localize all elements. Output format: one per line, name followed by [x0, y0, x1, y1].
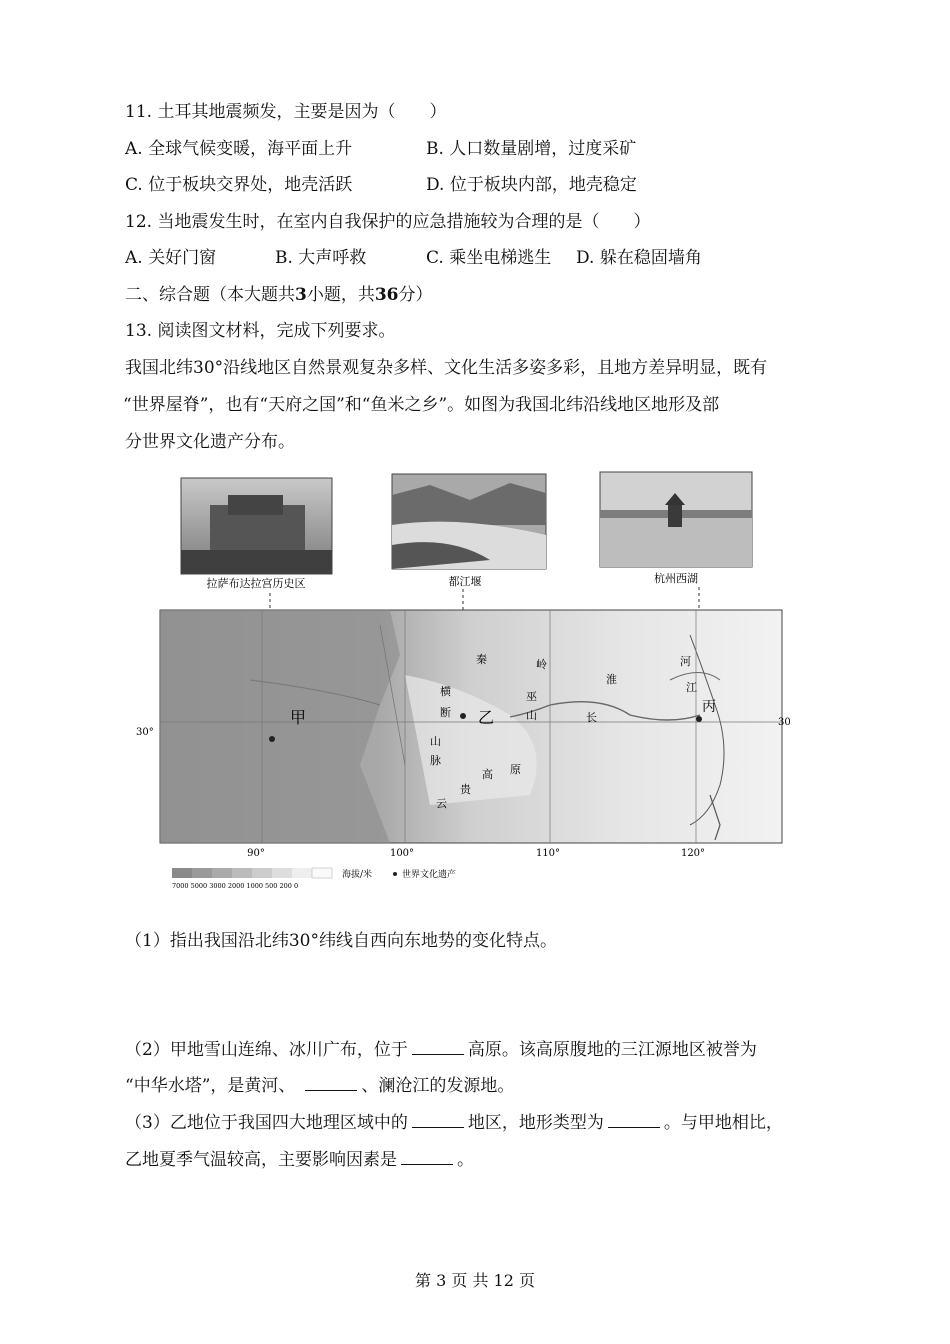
q11-option-c: C. 位于板块交界处，地壳活跃 — [125, 175, 353, 195]
q13-sub3-line1 — [125, 1111, 783, 1135]
lon-label-120: 120° — [680, 848, 706, 859]
heritage-dot-bing — [696, 716, 702, 722]
q13-sub2-line2 — [125, 1074, 514, 1098]
photo-dujiangyan-caption: 都江堰 — [448, 575, 482, 588]
q13-sub3-text-d: 乙地夏季气温较高，主要影响因素是 — [125, 1150, 397, 1170]
map-figure — [130, 465, 800, 890]
geo-jiang: 江 — [686, 681, 697, 694]
geo-mai: 脉 — [430, 754, 441, 767]
q13-sub3-text-b: 地区，地形类型为 — [467, 1113, 604, 1133]
section-heading-mid: 小题，共 — [306, 285, 375, 305]
footer-total-pages: 12 — [493, 1271, 514, 1290]
legend-heritage-dot — [393, 872, 397, 876]
lon-label-100: 100° — [389, 848, 415, 859]
q13-sub2-text-c: “中华水塔”，是黄河、 — [125, 1076, 296, 1096]
label-bing: 丙 — [702, 699, 716, 715]
q13-intro-line3: 分世界文化遗产分布。 — [125, 432, 295, 452]
q12-option-b: B. 大声呼救 — [275, 248, 367, 268]
terrain-map — [160, 610, 782, 843]
legend-heritage: 世界文化遗产 — [402, 870, 457, 880]
q13-sub3-line2 — [125, 1148, 474, 1172]
footer-page-number: 3 — [436, 1271, 447, 1290]
q13-sub2-text-a: （2）甲地雪山连绵、冰川广布，位于 — [125, 1040, 408, 1060]
q12-option-d: D. 躲在稳固墙角 — [576, 248, 702, 268]
geo-heng: 横 — [440, 685, 451, 698]
q13-sub3-text-a: （3）乙地位于我国四大地理区域中的 — [125, 1113, 408, 1133]
geo-huai: 淮 — [606, 673, 617, 686]
q12-option-a: A. 关好门窗 — [125, 248, 217, 268]
answer-blank-terrain[interactable] — [608, 1113, 660, 1128]
geo-he: 河 — [680, 655, 691, 668]
answer-blank-region[interactable] — [412, 1113, 464, 1128]
answer-blank-factor[interactable] — [401, 1150, 453, 1165]
heritage-dot-jia — [269, 736, 275, 742]
label-yi: 乙 — [478, 708, 495, 727]
geo-yuan: 原 — [510, 763, 521, 776]
legend-values: 7000 5000 3000 2000 1000 500 200 0 — [172, 882, 299, 890]
lon-label-110: 110° — [535, 848, 561, 859]
geo-wushan: 山 — [526, 709, 537, 722]
q13-intro-line1: 我国北纬30°沿线地区自然景观复杂多样、文化生活多姿多彩，且地方差异明显，既有 — [125, 358, 768, 378]
photo-west-lake-caption: 杭州西湖 — [654, 572, 698, 585]
q13-sub2-text-b: 高原。该高原腹地的三江源地区被誉为 — [467, 1040, 757, 1060]
geo-chang: 长 — [586, 711, 597, 724]
q13-sub1: （1）指出我国沿北纬30°纬线自西向东地势的变化特点。 — [125, 931, 557, 951]
photo-west-lake — [600, 472, 752, 567]
q13-sub2-text-d: 、澜沧江的发源地。 — [361, 1076, 515, 1096]
geo-gui: 贵 — [460, 783, 471, 796]
heritage-dot-yi — [460, 713, 466, 719]
elevation-legend — [172, 868, 332, 878]
footer-post: 页 — [519, 1271, 536, 1290]
answer-blank-plateau[interactable] — [412, 1040, 464, 1055]
q12-stem: 12. 当地震发生时，在室内自我保护的应急措施较为合理的是（ ） — [125, 212, 651, 232]
q13-sub3-text-c: 。与甲地相比， — [663, 1113, 783, 1133]
section-question-count: 3 — [295, 285, 307, 305]
geo-qin: 秦 — [476, 653, 487, 666]
q13-stem: 13. 阅读图文材料，完成下列要求。 — [125, 321, 396, 341]
q12-option-c: C. 乘坐电梯逃生 — [426, 248, 552, 268]
photo-potala-caption: 拉萨布达拉宫历史区 — [206, 577, 306, 590]
legend-unit: 海拔/米 — [342, 870, 373, 880]
section-heading-post: 分） — [398, 285, 433, 305]
geo-yun: 云 — [436, 797, 447, 810]
label-jia: 甲 — [290, 708, 307, 727]
answer-blank-river[interactable] — [305, 1076, 357, 1091]
q11-stem: 11. 土耳其地震频发，主要是因为（ ） — [125, 102, 447, 122]
geo-ling: 岭 — [536, 658, 547, 671]
geo-gao: 高 — [482, 768, 493, 781]
footer-pre: 第 — [414, 1271, 431, 1290]
geo-wu: 巫 — [526, 690, 537, 703]
q11-option-d: D. 位于板块内部，地壳稳定 — [426, 175, 637, 195]
section-score: 36 — [374, 285, 399, 305]
q11-option-b: B. 人口数量剧增，过度采矿 — [426, 139, 637, 159]
photo-dujiangyan — [392, 474, 546, 569]
geo-shan: 山 — [430, 735, 441, 748]
section-heading-pre: 二、综合题（本大题共 — [125, 285, 295, 305]
photo-potala — [181, 478, 332, 574]
page-footer — [0, 1268, 950, 1291]
section-heading — [125, 283, 433, 307]
geo-duan: 断 — [440, 706, 451, 719]
q13-sub3-text-e: 。 — [457, 1150, 474, 1170]
lat-label-left: 30° — [136, 727, 154, 738]
q13-sub2-line1 — [125, 1038, 757, 1062]
q11-option-a: A. 全球气候变暖，海平面上升 — [125, 139, 353, 159]
lon-label-90: 90° — [247, 848, 265, 859]
lat-label-right: 30 — [778, 717, 791, 728]
footer-mid: 页 共 — [451, 1271, 489, 1290]
q13-intro-line2: “世界屋脊”，也有“天府之国”和“鱼米之乡”。如图为我国北纬沿线地区地形及部 — [123, 395, 720, 415]
